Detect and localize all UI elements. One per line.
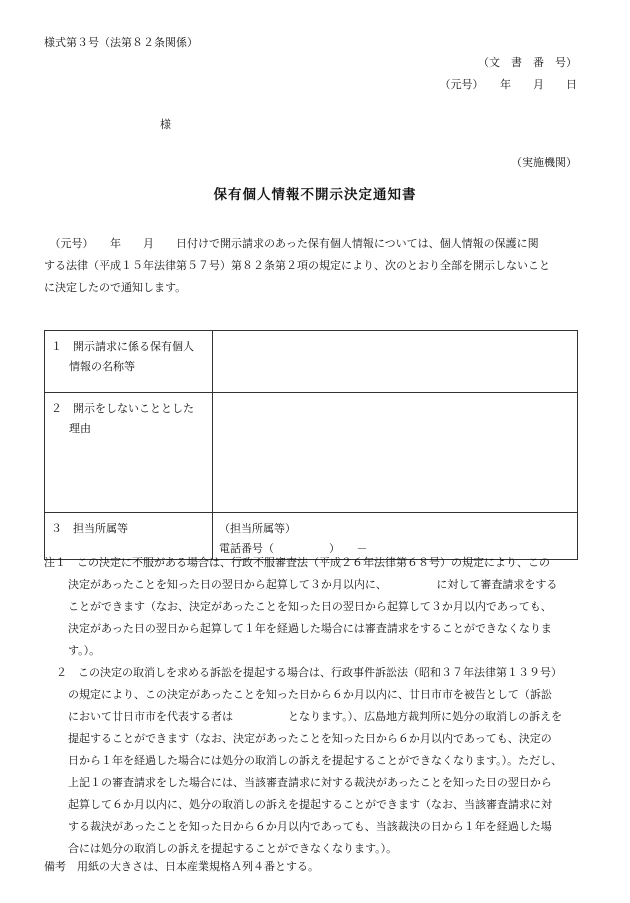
row1-value bbox=[213, 331, 578, 393]
intro-line: に決定したので通知します。 bbox=[44, 281, 187, 294]
note-1: 注１ この決定に不服がある場合は、行政不服審査法（平成２６年法律第６８号）の規定により、この 決定があったことを知った日の翌日から起算して３か月以内に、 に対して審査請求をする ことができます（なお、決定があったことを知った日の翌日から起算して３か月以内であっても、 決定があった日の翌日から起算して１年を経過した場合には審査請求をすることができなくなりま す。）。 bbox=[44, 556, 558, 657]
document-number: （文 書 番 号） bbox=[478, 56, 577, 69]
intro-paragraph bbox=[44, 233, 550, 299]
row1-label: １ 開示請求に係る保有個人 情報の名称等 bbox=[45, 331, 213, 393]
addressee-suffix: 様 bbox=[160, 118, 171, 131]
intro-line: （元号） 年 月 日付けで開示請求のあった保有個人情報については、個人情報の保護に関 bbox=[44, 237, 539, 250]
table-row bbox=[45, 331, 578, 393]
row3-label: ３ 担当所属等 bbox=[45, 513, 213, 560]
dept-field: （担当所属等） bbox=[219, 522, 296, 535]
note-2: ２ この決定の取消しを求める訴訟を提起する場合は、行政事件訴訟法（昭和３７年法律第１３９号） の規定により、この決定があったことを知った日から６か月以内に、廿日市市を被告として（訴訟 において廿日市市を代表する者は となります。）、広島地方裁判所に処分の取消しの訴えを 提起することができます（なお、決定があったことを知った日から６か月以内であっても、決定の 日から１年を経過した場合には処分の取消しの訴えを提起することができなくなります。）。ただし、 上記１の審査請求をした場合には、当該審査請求に対する裁決があったことを知った日の翌日から 起算して６か月以内に、処分の取消しの訴えを提起することができます（なお、当該審査請求に対 する裁決があったことを知った日から６か月以内であっても、当該裁決の日から１年を経過した場 合には処分の取消しの訴えを提起することができなくなります。）。 bbox=[56, 666, 563, 855]
row2-label: ２ 開示をしないこととした 理由 bbox=[45, 393, 213, 513]
decision-table bbox=[44, 330, 578, 560]
remark: 備考 用紙の大きさは、日本産業規格Ａ列４番とする。 bbox=[44, 860, 319, 873]
issue-date: （元号） 年 月 日 bbox=[439, 78, 577, 91]
phone-field: 電話番号（ ） － bbox=[219, 542, 368, 555]
page-title: 保有個人情報不開示決定通知書 bbox=[213, 187, 417, 203]
row2-value bbox=[213, 393, 578, 513]
table-row bbox=[45, 393, 578, 513]
issuing-agency: （実施機関） bbox=[511, 156, 577, 169]
form-label: 様式第３号（法第８２条関係） bbox=[44, 36, 198, 49]
intro-line: する法律（平成１５年法律第５７号）第８２条第２項の規定により、次のとおり全部を開示しないこと bbox=[44, 259, 550, 272]
